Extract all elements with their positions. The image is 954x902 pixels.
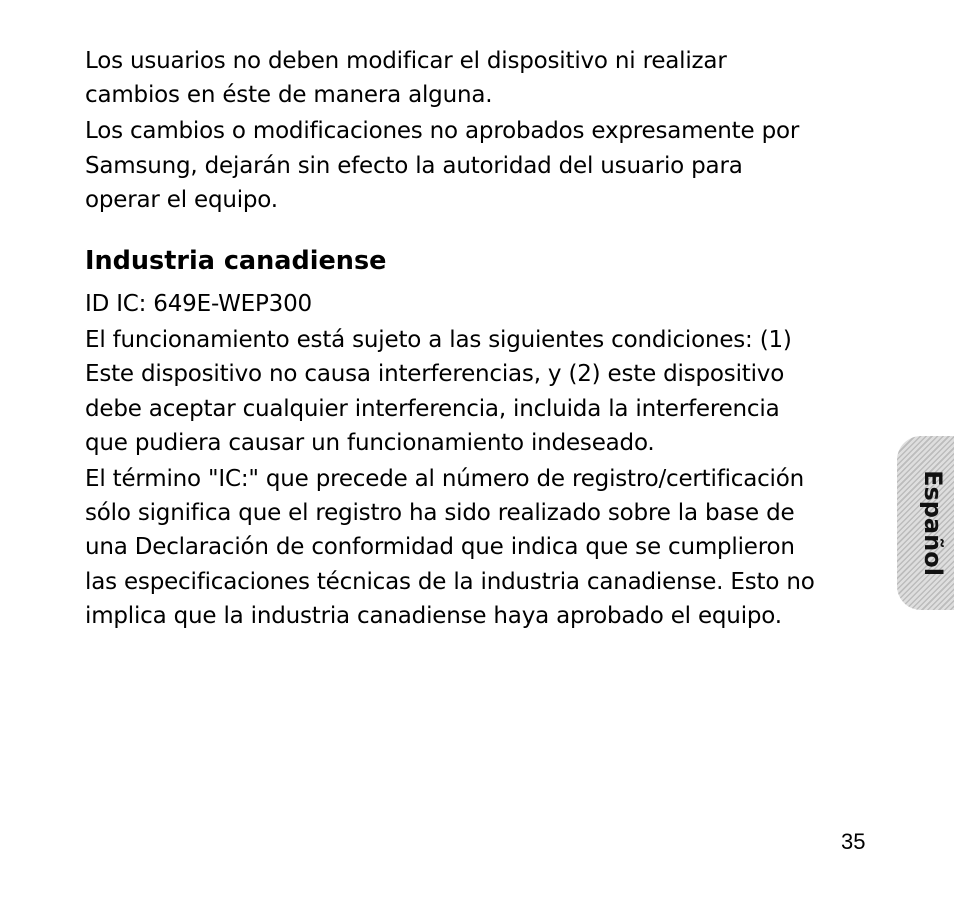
paragraph-ic-meaning: El término "IC:" que precede al número de registro/certificación sólo significa que el registro ha sido realizado sobre la base de una Declaración de conformidad que indica que se cumplieron las especificaciones técnicas de la industria canadiense. Esto no implica que la industria canadiense haya aprobado el equipo.: [85, 466, 815, 629]
paragraph-modification-notice: Los usuarios no deben modificar el dispositivo ni realizar cambios en éste de manera alguna.: [85, 48, 727, 109]
paragraph-unapproved-changes: Los cambios o modificaciones no aprobados expresamente por Samsung, dejarán sin efecto la autoridad del usuario para operar el equipo.: [85, 118, 800, 213]
paragraph-ic-id: ID IC: 649E-WEP300: [85, 291, 312, 318]
language-tab-label: Español: [919, 470, 947, 576]
section-heading: Industria canadiense: [85, 246, 387, 277]
paragraph-operating-conditions: El funcionamiento está sujeto a las siguientes condiciones: (1) Este dispositivo no causa interferencias, y (2) este dispositivo debe aceptar cualquier interferencia, incluida la interferencia que pudiera causar un funcionamiento indeseado.: [85, 327, 792, 456]
page-body: [85, 44, 885, 633]
page-number: 35: [841, 829, 866, 854]
